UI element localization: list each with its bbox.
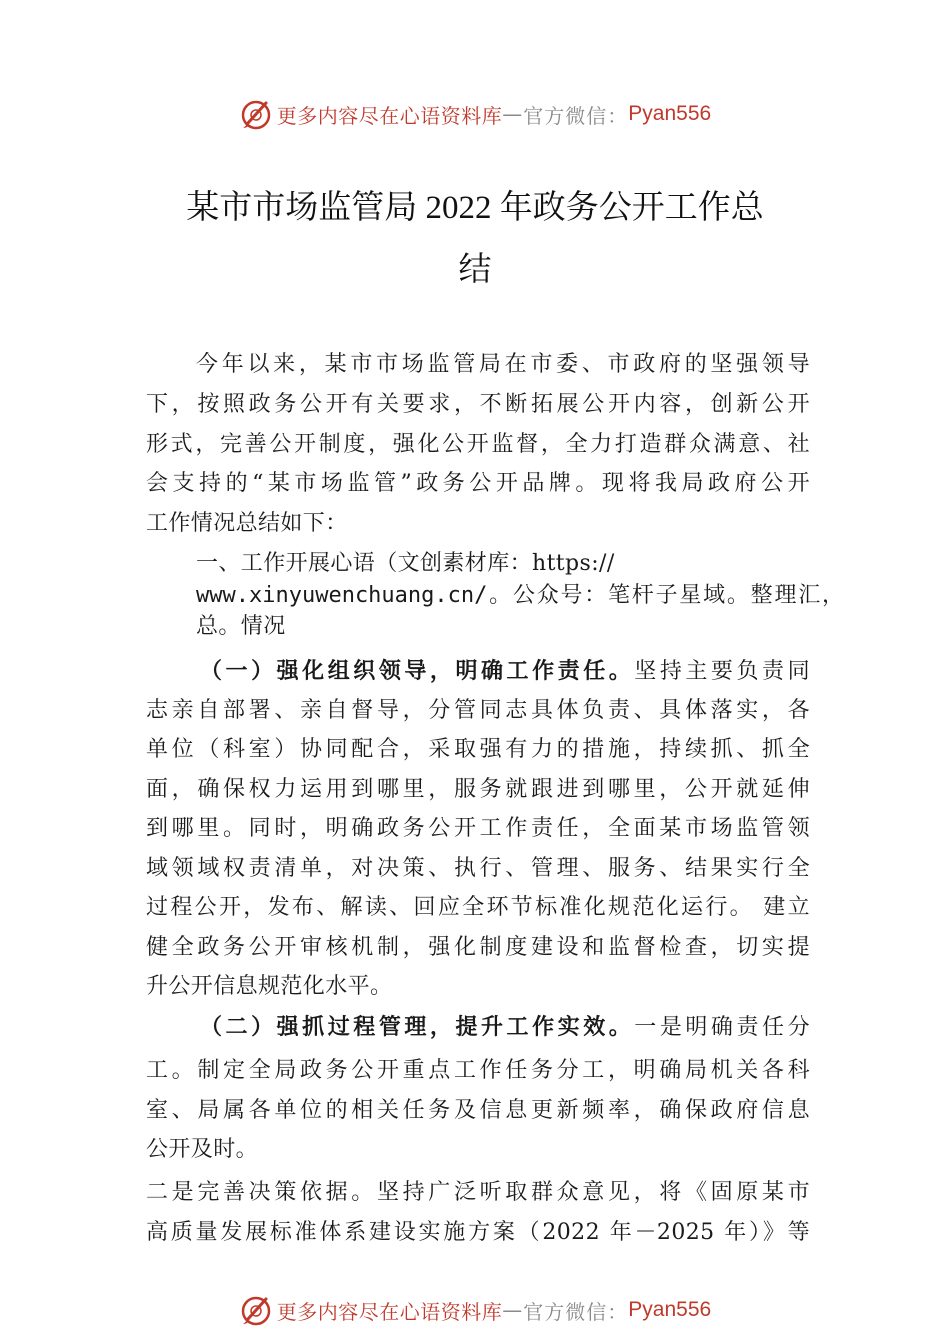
watermark-banner-bottom [0,1290,950,1330]
section-line [200,1012,810,1043]
section-heading-bold: （二）强抓过程管理，提升工作实效。 [200,1014,635,1040]
heading-line [196,581,844,611]
heading-url-part: www.xinyuwenchuang.cn/。公众号：笔杆子星域。整理汇， [196,583,844,608]
brush-logo-icon [239,97,273,131]
watermark-banner-top [0,94,950,134]
watermark-dash: — [502,1298,524,1322]
brush-logo-icon [239,1293,273,1327]
section-line: 高质量发展标准体系建设实施方案（2022 年－2025 年）》等 [146,1220,810,1245]
section-line-rest: 坚持主要负责同 [634,659,810,684]
paragraph-line: 工作情况总结如下： [146,511,348,536]
paragraph-line: 下，按照政务公开有关要求，不断拓展公开内容，创新公开 [146,392,810,417]
section-line-rest: 一是明确责任分 [634,1015,810,1040]
section-line: 工。制定全局政务公开重点工作任务分工，明确局机关各科 [146,1058,810,1083]
watermark-wechat-id: Pyan556 [628,102,712,125]
section-line: 单位（科室）协同配合，采取强有力的措施，持续抓、抓全 [146,737,810,762]
document-title-line2: 结 [458,252,492,288]
section-line: 二是完善决策依据。坚持广泛听取群众意见，将《固原某市 [146,1180,810,1205]
paragraph-line: 今年以来，某市市场监管局在市委、市政府的坚强领导 [196,352,810,377]
section-line: 过程公开，发布、解读、回应全环节标准化规范化运行。 建立 [146,895,810,920]
watermark-text: 更多内容尽在心语资料库 [276,1299,503,1324]
section-line: 面，确保权力运用到哪里，服务就跟进到哪里，公开就延伸 [146,777,810,802]
section-line [200,656,810,687]
heading-line: 一、工作开展心语（文创素材库：https:// [196,551,615,576]
watermark-dash: — [502,102,524,126]
paragraph-line: 形式，完善公开制度，强化公开监督，全力打造群众满意、社 [146,432,810,457]
section-line: 到哪里。同时，明确政务公开工作责任，全面某市场监管领 [146,816,810,841]
section-line: 志亲自部署、亲自督导，分管同志具体负责、具体落实，各 [146,698,810,723]
heading-line: 总。情况 [196,614,286,639]
section-line: 室、局属各单位的相关任务及信息更新频率，确保政府信息 [146,1098,810,1123]
watermark-wechat-label: 官方微信： [523,1299,629,1324]
section-line: 升公开信息规范化水平。 [146,974,393,999]
watermark-wechat-id: Pyan556 [628,1298,712,1321]
section-line: 公开及时。 [146,1137,259,1162]
document-title-line1: 某市市场监管局 2022 年政务公开工作总 [186,190,764,226]
watermark-text: 更多内容尽在心语资料库 [276,103,503,128]
section-heading-bold: （一）强化组织领导，明确工作责任。 [200,658,635,684]
section-line: 域领域权责清单，对决策、执行、管理、服务、结果实行全 [146,856,810,881]
watermark-wechat-label: 官方微信： [523,103,629,128]
section-line: 健全政务公开审核机制，强化制度建设和监督检查，切实提 [146,935,810,960]
paragraph-line: 会支持的“某市场监管”政务公开品牌。现将我局政府公开 [146,471,810,496]
